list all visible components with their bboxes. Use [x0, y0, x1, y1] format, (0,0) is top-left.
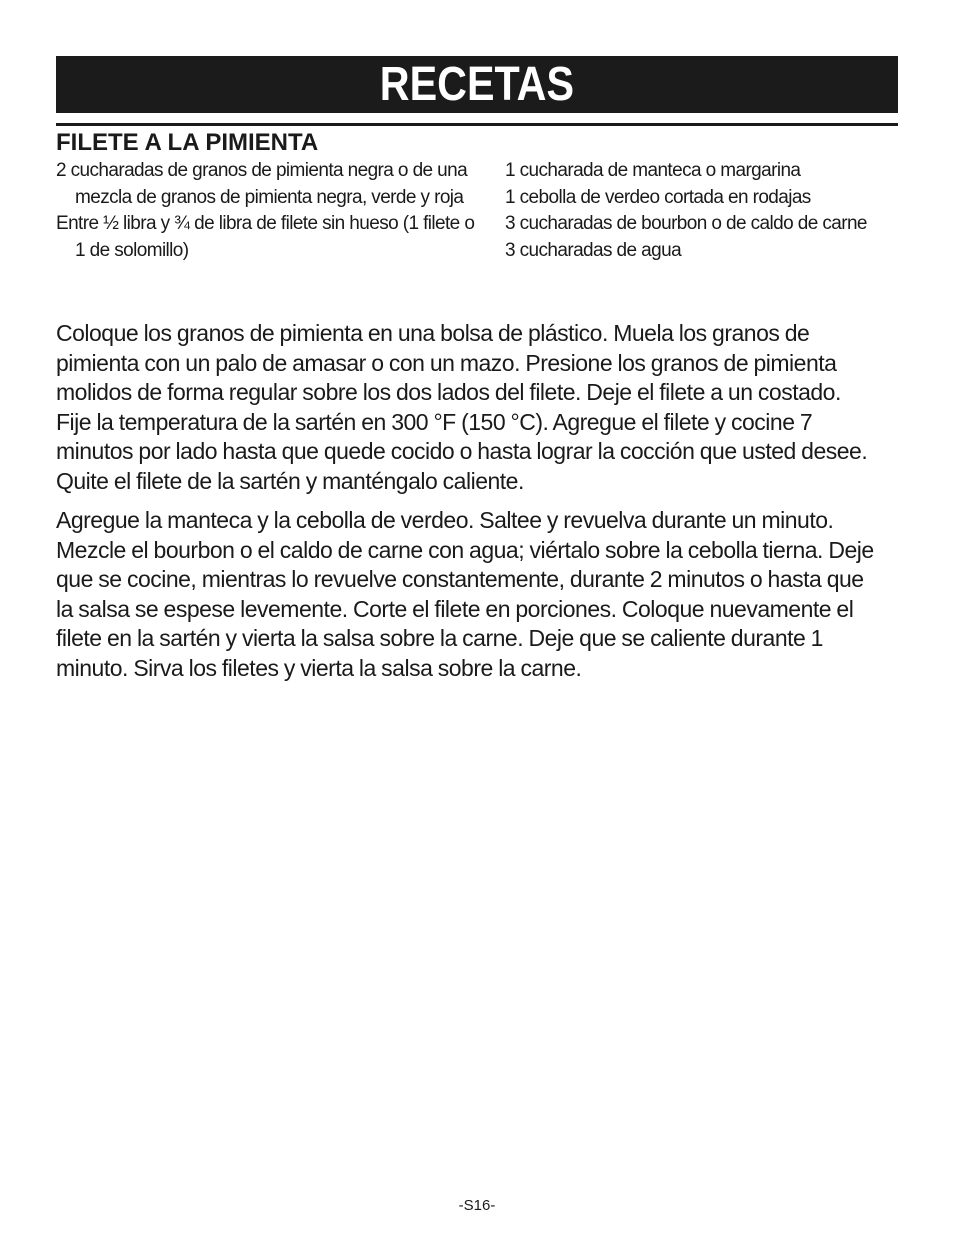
page-number: -S16- — [458, 1197, 496, 1214]
ingredient-item: 2 cucharadas de granos de pimienta negra o de una mezcla de granos de pimienta negra, verde y roja — [56, 160, 468, 208]
section-banner — [56, 56, 898, 113]
title-rule — [56, 123, 898, 126]
ingredient-item: 3 cucharadas de bourbon o de caldo de carne — [505, 213, 867, 234]
banner-title: RECETAS — [379, 58, 575, 111]
instruction-paragraph: Agregue la manteca y la cebolla de verdeo. Saltee y revuelva durante un minuto. Mezcle el bourbon o el caldo de carne con agua; viértalo sobre la cebolla tierna. Deje que se cocine, mientras lo revuelve constantemente, durante 2 minutos o hasta que la salsa se espese levemente. Corte el filete en porciones. Coloque nuevamente el filete en la sartén y vierta la salsa sobre la carne. Deje que se caliente durante 1 minuto. Sirva los filetes y vierta la salsa sobre la carne. — [56, 507, 874, 681]
ingredient-item: 3 cucharadas de agua — [505, 239, 682, 261]
instruction-paragraph: Coloque los granos de pimienta en una bolsa de plástico. Muela los granos de pimienta con un palo de amasar o con un mazo. Presione los granos de pimienta molidos de forma regular sobre los dos lados del filete. Deje el filete a un costado. Fije la temperatura de la sartén en 300 °F (150 °C). Agregue el filete y cocine 7 minutos por lado hasta que quede cocido o hasta lograr la cocción que usted desee. Quite el filete de la sartén y manténgalo caliente. — [56, 320, 868, 494]
recipe-title: FILETE A LA PIMIENTA — [56, 129, 319, 156]
ingredient-item: 1 cebolla de verdeo cortada en rodajas — [505, 186, 811, 208]
ingredients-right-column — [505, 158, 905, 264]
ingredients-left-column — [56, 158, 476, 264]
ingredient-item: Entre ½ libra y ¾ de libra de filete sin hueso (1 filete o 1 de solomillo) — [56, 213, 475, 261]
ingredient-item: 1 cucharada de manteca o margarina — [505, 160, 801, 181]
